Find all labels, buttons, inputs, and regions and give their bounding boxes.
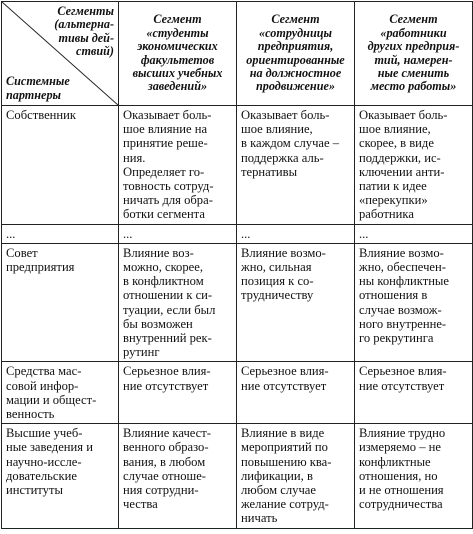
document-page [0, 1, 473, 534]
table-cell [355, 362, 473, 424]
partners-segments-table [1, 1, 473, 529]
corner-partners-label: Системные партнеры [6, 74, 70, 102]
table-row [2, 224, 473, 243]
table-row [2, 424, 473, 528]
partner-label: Высшие учеб- ные заведения и научно-иссле- довательские институты [2, 424, 119, 528]
cell-paragraph: Серьезное влия- ние отсутствует [123, 364, 211, 393]
cell-paragraph: Влияние возмо- жно, сильная позиция к со- трудничеству [241, 245, 326, 303]
cell-paragraph: Оказывает боль- шое влияние, скорее, в виде поддержки, ис- ключении анти- патии к идее «перекупки» работника [359, 108, 448, 222]
header-row [2, 2, 473, 106]
table-cell [237, 224, 355, 243]
segment-header-other-workers: Сегмент «работники других предприя- тий, намерен- ные сменить место работы» [355, 2, 473, 106]
cell-paragraph: Влияние трудно измеряемо – не конфликтные отношения, но и не отношения сотрудничества [359, 426, 446, 512]
table-row [2, 106, 473, 225]
cell-paragraph: Серьезное влия- ние отсутствует [359, 364, 447, 393]
table-cell [237, 106, 355, 225]
cell-paragraph: Влияние в виде мероприятий по повышению ква- лификации, в любом случае желание сотруд- ничать [241, 426, 332, 526]
table-cell [237, 243, 355, 362]
table-cell [119, 424, 237, 528]
table-cell [119, 224, 237, 243]
table-cell [119, 362, 237, 424]
corner-cell [2, 2, 119, 106]
table-cell [355, 424, 473, 528]
table-cell [119, 106, 237, 225]
cell-paragraph: Влияние возмо- жно, обеспечен- ны конфликтные отношения в случае возмож- ного внутренне- го рекрутинга [359, 245, 449, 346]
cell-paragraph: Влияние качест- венного образо- вания, в любом случае отноше- ния сотрудни- чества [123, 426, 211, 512]
segment-header-employees: Сегмент «сотрудницы предприятия, ориентированные на должностное продвижение» [237, 2, 355, 106]
partner-label: Средства мас- совой инфор- мации и общест- венность [2, 362, 119, 424]
cell-paragraph: Оказывает боль- шое влияние на принятие реше- ния. [123, 108, 212, 165]
corner-segments-label: Сегменты (альтерна- тивы дей- ствий) [54, 4, 114, 59]
table-cell [237, 424, 355, 528]
partner-label: Собственник [2, 106, 119, 225]
table-row [2, 243, 473, 362]
cell-paragraph: ... [123, 226, 133, 241]
cell-paragraph: Оказывает боль- шое влияние, в каждом случае – поддержка аль- тернативы [241, 108, 340, 179]
cell-paragraph: Серьезное влия- ние отсутствует [241, 364, 329, 393]
cell-paragraph: ... [241, 226, 251, 241]
table-cell [355, 224, 473, 243]
partner-label: Совет предприятия [2, 243, 119, 362]
table-cell [355, 243, 473, 362]
segment-header-students: Сегмент «студенты экономических факультетов высших учебных заведений» [119, 2, 237, 106]
table-cell [119, 243, 237, 362]
table-cell [237, 362, 355, 424]
cell-paragraph: Влияние воз- можно, скорее, в конфликтном отношении к си- туации, если был бы возможен внутренний рек- рутинг [123, 245, 216, 360]
cell-paragraph: ... [359, 226, 369, 241]
partner-label: ... [2, 224, 119, 243]
table-cell [355, 106, 473, 225]
cell-paragraph: Определяет го- товность сотруд- ничать для обра- ботки сегмента [123, 164, 214, 222]
table-row [2, 362, 473, 424]
